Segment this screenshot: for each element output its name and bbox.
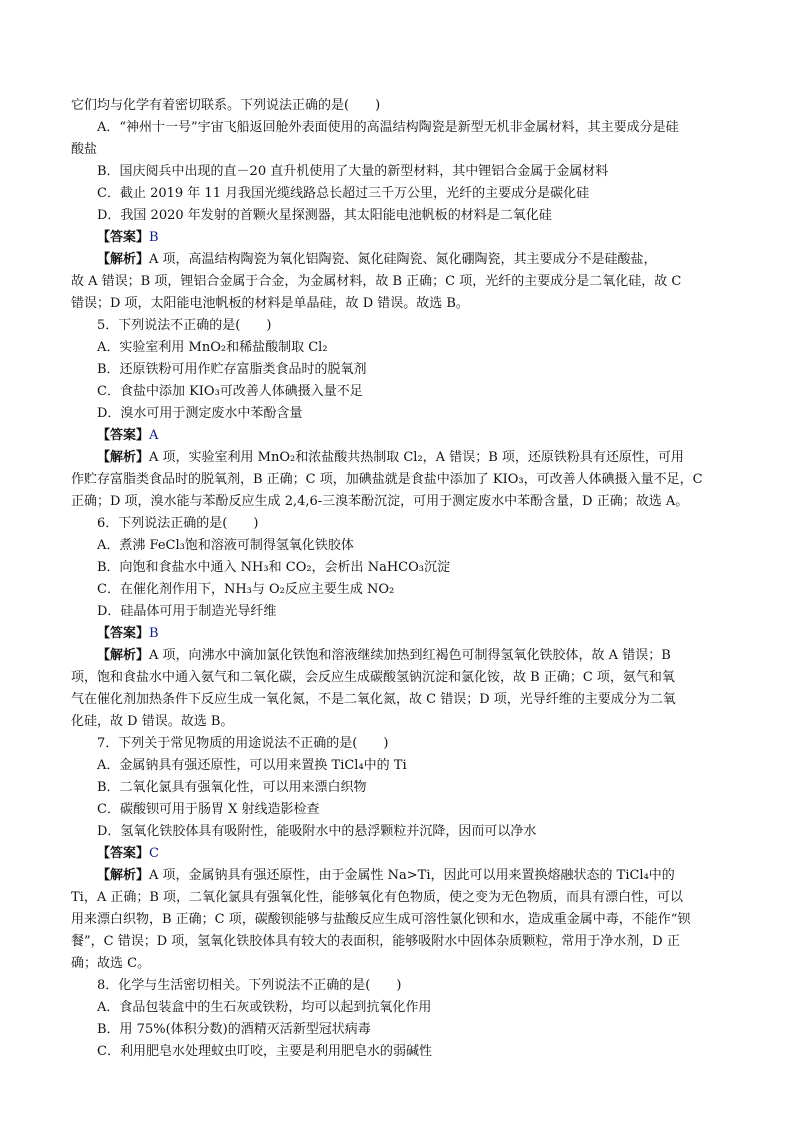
analysis-text: A 项，金属钠具有强还原性，由于金属性 Na>Ti，因此可以用来置换熔融状态的 TiCl₄中的 bbox=[149, 868, 675, 883]
text-line: A．食品包装盒中的生石灰或铁粉，均可以起到抗氧化作用 bbox=[97, 1000, 432, 1015]
answer-line bbox=[71, 843, 726, 865]
text-line: B．用 75%(体积分数)的酒精灭活新型冠状病毒 bbox=[97, 1022, 371, 1037]
text-line: 化硅，故 D 错误。故选 B。 bbox=[71, 714, 234, 729]
text-line: B．向饱和食盐水中通入 NH₃和 CO₂，会析出 NaHCO₃沉淀 bbox=[97, 560, 450, 575]
text-line: C．食盐中添加 KIO₃可改善人体碘摄入量不足 bbox=[97, 384, 363, 399]
answer-label: 【答案】 bbox=[97, 428, 150, 443]
text-line: 项，饱和食盐水中通入氨气和二氧化碳，会反应生成碳酸氢钠沉淀和氯化铵，故 B 正确；C 项，氨气和氧 bbox=[71, 670, 675, 685]
text-line: 5．下列说法不正确的是( ) bbox=[97, 318, 272, 333]
answer-line bbox=[71, 227, 726, 249]
text-line: Ti，A 正确；B 项，二氧化氯具有强氧化性，能够氧化有色物质，使之变为无色物质，而具有漂白性，可以 bbox=[71, 890, 684, 905]
document-body bbox=[71, 95, 726, 1063]
answer-text: C bbox=[149, 846, 159, 861]
text-line: 气在催化剂加热条件下反应生成一氧化氮，不是二氧化氮，故 C 错误；D 项，光导纤维的主要成分为二氧 bbox=[71, 692, 676, 707]
text-line: D．溴水可用于测定废水中苯酚含量 bbox=[97, 406, 303, 421]
analysis-line bbox=[71, 249, 726, 271]
answer-line bbox=[71, 623, 726, 645]
text-line: 6．下列说法正确的是( ) bbox=[97, 516, 259, 531]
text-line: C．利用肥皂水处理蚊虫叮咬，主要是利用肥皂水的弱碱性 bbox=[97, 1044, 432, 1059]
answer-text: A bbox=[149, 428, 159, 443]
answer-text: B bbox=[149, 626, 159, 641]
text-line: A．“神州十一号”宇宙飞船返回舱外表面使用的高温结构陶瓷是新型无机非金属材料，其主要成分是硅 bbox=[97, 120, 679, 135]
answer-label: 【答案】 bbox=[97, 626, 150, 641]
text-line: 8．化学与生活密切相关。下列说法不正确的是( ) bbox=[97, 978, 402, 993]
text-line: 酸盐 bbox=[71, 142, 98, 157]
text-line: D．硅晶体可用于制造光导纤维 bbox=[97, 604, 277, 619]
analysis-line bbox=[71, 865, 726, 887]
text-line: 用来漂白织物，B 正确；C 项，碳酸钡能够与盐酸反应生成可溶性氯化钡和水，造成重金属中毒，不能作“钡 bbox=[71, 912, 691, 927]
text-line: 7．下列关于常见物质的用途说法不正确的是( ) bbox=[97, 736, 389, 751]
text-line: 作贮存富脂类食品时的脱氧剂，B 正确；C 项，加碘盐就是食盐中添加了 KIO₃，可改善人体碘摄入量不足，C bbox=[71, 472, 703, 487]
text-line: 正确；D 项，溴水能与苯酚反应生成 2,4,6-三溴苯酚沉淀，可用于测定废水中苯酚含量，D 正确；故选 A。 bbox=[71, 494, 689, 509]
text-line: D．我国 2020 年发射的首颗火星探测器，其太阳能电池帆板的材料是二氧化硅 bbox=[97, 208, 552, 223]
text-line: B．国庆阅兵中出现的直－20 直升机使用了大量的新型材料，其中锂铝合金属于金属材料 bbox=[97, 164, 609, 179]
text-line: C．碳酸钡可用于肠胃 X 射线造影检查 bbox=[97, 802, 320, 817]
analysis-line bbox=[71, 447, 726, 469]
text-line: 它们均与化学有着密切联系。下列说法正确的是( ) bbox=[71, 98, 381, 113]
text-line: 故 A 错误；B 项，锂铝合金属于合金，为金属材料，故 B 正确；C 项，光纤的主要成分是二氧化硅，故 C bbox=[71, 274, 682, 289]
analysis-label: 【解析】 bbox=[97, 252, 150, 267]
text-line: C．在催化剂作用下，NH₃与 O₂反应主要生成 NO₂ bbox=[97, 582, 395, 597]
text-line: D．氢氧化铁胶体具有吸附性，能吸附水中的悬浮颗粒并沉降，因而可以净水 bbox=[97, 824, 537, 839]
text-line: A．煮沸 FeCl₃饱和溶液可制得氢氧化铁胶体 bbox=[97, 538, 354, 553]
analysis-line bbox=[71, 645, 726, 667]
analysis-label: 【解析】 bbox=[97, 648, 150, 663]
analysis-text: A 项，实验室利用 MnO₂和浓盐酸共热制取 Cl₂，A 错误；B 项，还原铁粉具有还原性，可用 bbox=[149, 450, 684, 465]
analysis-text: A 项，高温结构陶瓷为氧化铝陶瓷、氮化硅陶瓷、氮化硼陶瓷，其主要成分不是硅酸盐， bbox=[149, 252, 657, 267]
text-line: 餐”，C 错误；D 项，氢氧化铁胶体具有较大的表面积，能够吸附水中固体杂质颗粒，常用于净水剂，D 正 bbox=[71, 934, 680, 949]
analysis-label: 【解析】 bbox=[97, 868, 150, 883]
text-line: 错误；D 项，太阳能电池帆板的材料是单晶硅，故 D 错误。故选 B。 bbox=[71, 296, 469, 311]
analysis-label: 【解析】 bbox=[97, 450, 150, 465]
answer-line bbox=[71, 425, 726, 447]
answer-label: 【答案】 bbox=[97, 230, 150, 245]
analysis-text: A 项，向沸水中滴加氯化铁饱和溶液继续加热到红褐色可制得氢氧化铁胶体，故 A 错误；B bbox=[149, 648, 671, 663]
answer-text: B bbox=[149, 230, 159, 245]
text-line: B．还原铁粉可用作贮存富脂类食品时的脱氧剂 bbox=[97, 362, 367, 377]
text-line: 确；故选 C。 bbox=[71, 956, 151, 971]
answer-label: 【答案】 bbox=[97, 846, 150, 861]
text-line: A．实验室利用 MnO₂和稀盐酸制取 Cl₂ bbox=[97, 340, 328, 355]
text-line: B．二氧化氯具有强氧化性，可以用来漂白织物 bbox=[97, 780, 367, 795]
text-line: A．金属钠具有强还原性，可以用来置换 TiCl₄中的 Ti bbox=[97, 758, 407, 773]
text-line: C．截止 2019 年 11 月我国光缆线路总长超过三千万公里，光纤的主要成分是碳化硅 bbox=[97, 186, 590, 201]
